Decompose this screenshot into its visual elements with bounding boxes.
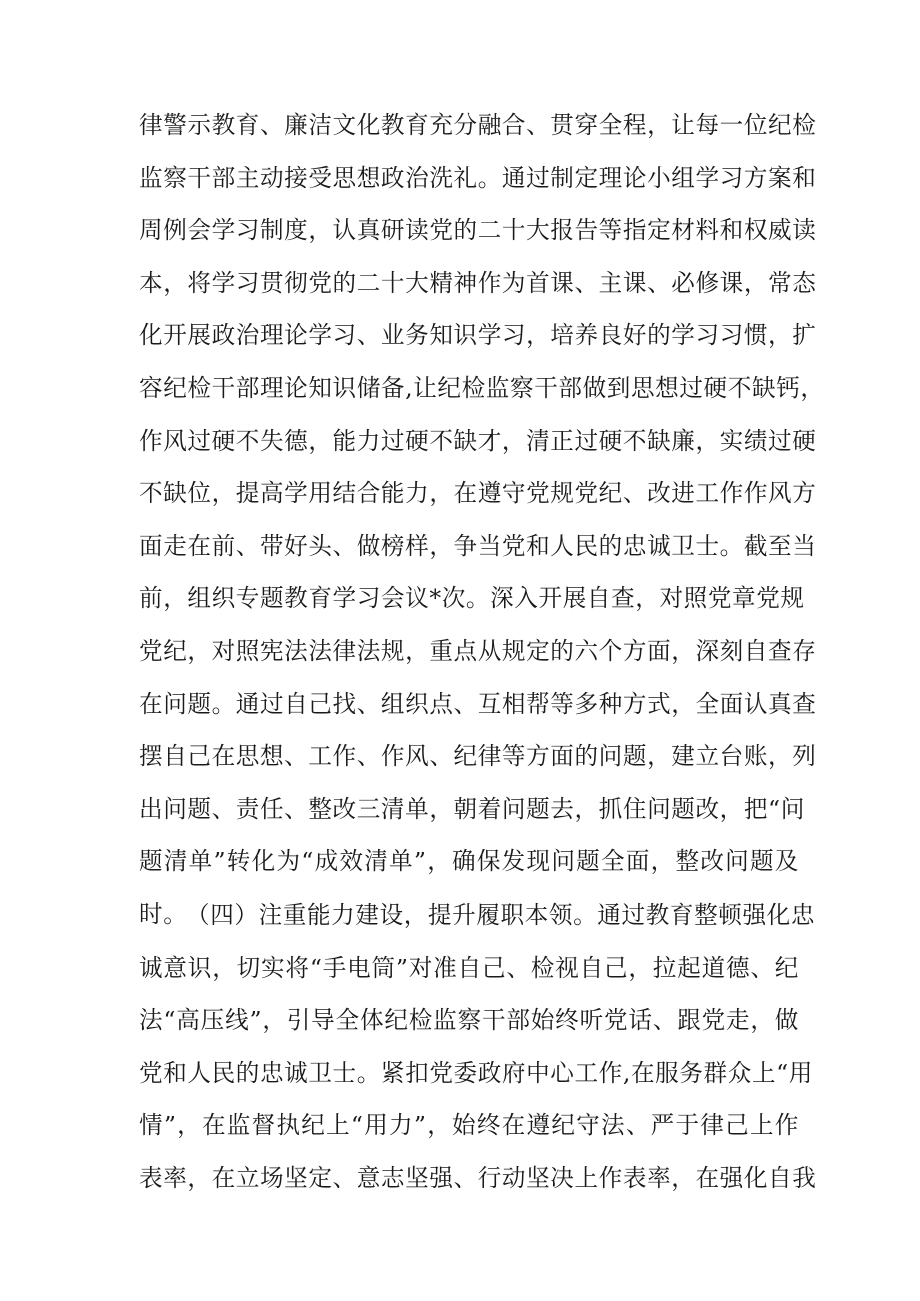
text-line: 摆自己在思想、工作、作风、纪律等方面的问题，建立台账，列 (139, 742, 817, 771)
text-line: 不缺位，提高学用结合能力，在遵守党规党纪、改进工作作风方 (139, 479, 817, 508)
text-line: 本，将学习贯彻党的二十大精神作为首课、主课、必修课，常态 (139, 268, 817, 297)
text-line: 周例会学习制度，认真研读党的二十大报告等指定材料和权威读 (139, 216, 817, 245)
text-line: 表率，在立场坚定、意志坚强、行动坚决上作表率，在强化自我 (139, 1163, 817, 1192)
text-line: 时。 (139, 899, 188, 928)
text-line: 作风过硬不失德，能力过硬不缺才，清正过硬不缺廉，实绩过硬 (139, 426, 817, 455)
paragraph-2 (139, 889, 817, 1205)
text-line: 题清单”转化为“成效清单”，确保发现问题全面，整改问题及 (139, 847, 799, 876)
text-line: 前，组织专题教育学习会议*次。深入开展自查，对照党章党规 (139, 584, 805, 613)
text-line: 党和人民的忠诚卫士。紧扣党委政府中心工作,在服务群众上“用 (139, 1058, 813, 1087)
text-line: 情”，在监督执纪上“用力”，始终在遵纪守法、严于律己上作 (139, 1111, 799, 1140)
paragraph-1 (139, 99, 825, 941)
text-line: 面走在前、带好头、做榜样，争当党和人民的忠诚卫士。截至当 (139, 531, 817, 560)
text-line: 监察干部主动接受思想政治洗礼。通过制定理论小组学习方案和 (139, 163, 817, 192)
text-line: 出问题、责任、整改三清单，朝着问题去，抓住问题改，把“问 (139, 794, 805, 823)
text-line: 化开展政治理论学习、业务知识学习，培养良好的学习习惯，扩 (139, 321, 817, 350)
text-line: 诚意识，切实将“手电筒”对准自己、检视自己，拉起道德、纪 (139, 953, 799, 982)
text-line: 容纪检干部理论知识储备,让纪检监察干部做到思想过硬不缺钙， (139, 373, 825, 402)
text-line: 律警示教育、廉洁文化教育充分融合、贯穿全程，让每一位纪检 (139, 111, 817, 139)
section-heading-line: （四）注重能力建设，提升履职本领。通过教育整顿强化忠 (186, 901, 816, 929)
text-line: 在问题。通过自己找、组织点、互相帮等多种方式，全面认真查 (139, 689, 817, 718)
text-line: 党纪，对照宪法法律法规，重点从规定的六个方面，深刻自查存 (139, 636, 817, 665)
text-line: 法“高压线”，引导全体纪检监察干部始终听党话、跟党走，做 (139, 1006, 799, 1035)
